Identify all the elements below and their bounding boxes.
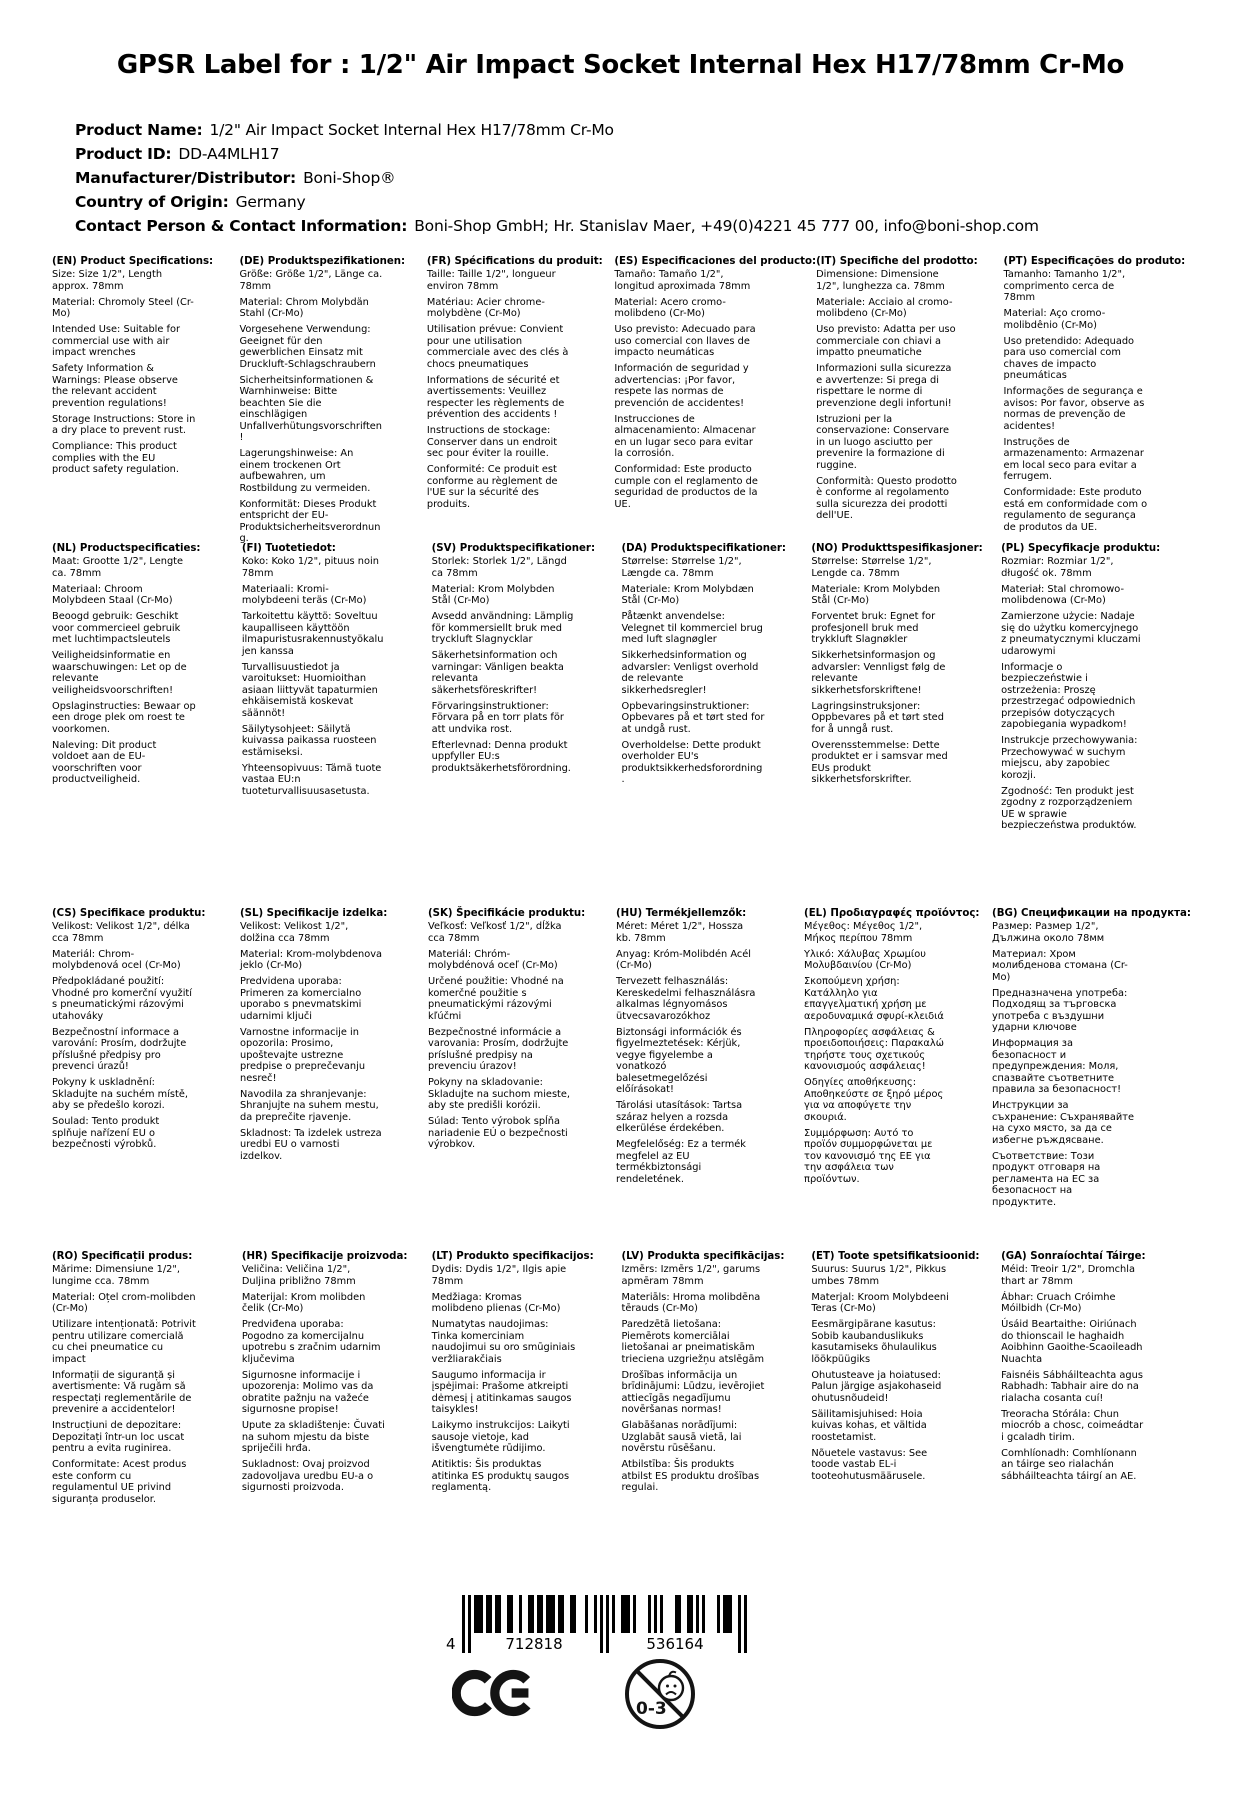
spec-paragraph: Storlek: Storlek 1/2", Längd ca 78mm	[431, 556, 567, 579]
spec-paragraph: Medžiaga: Kromas molibdeno plienas (Cr-Mo)	[431, 1291, 561, 1314]
spec-paragraph: Méid: Treoir 1/2", Dromchla thart ar 78mm	[1001, 1264, 1135, 1287]
spec-paragraph: Overholdelse: Dette produkt overholder EU's produktsikkerhedsforordning.	[621, 739, 763, 785]
spec-paragraph: Materiál: Chrom-molybdenová ocel (Cr-Mo)	[52, 948, 181, 971]
spec-cell-no	[811, 543, 1001, 908]
spec-header: (FI) Tuotetiedot:	[241, 543, 336, 554]
spec-header: (PL) Specyfikacje produktu:	[1001, 543, 1161, 554]
spec-paragraph: Safety Information & Warnings: Please observe the relevant accident prevention regulations!	[52, 363, 178, 409]
spec-paragraph: Størrelse: Størrelse 1/2", Længde ca. 78mm	[621, 556, 742, 579]
spec-paragraph: Sicherheitsinformationen & Warnhinweise: Bitte beachten Sie die einschlägigen Unfallverhütungsvorschriften!	[239, 374, 383, 443]
spec-row	[52, 1251, 1191, 1588]
spec-paragraph: Materiāls: Hroma molibdēna tērauds (Cr-Mo)	[621, 1291, 761, 1314]
spec-paragraph: Compliance: This product complies with the EU product safety regulation.	[52, 441, 180, 475]
spec-paragraph: Material: Chromoly Steel (Cr-Mo)	[52, 296, 194, 319]
spec-paragraph: Informații de siguranță și avertismente: Vă rugăm să respectați reglementările de prevenire a accidentelor!	[52, 1369, 192, 1415]
spec-paragraph: Οδηγίες αποθήκευσης: Αποθηκεύστε σε ξηρό μέρος για να αποφύγετε την σκουριά.	[804, 1077, 944, 1123]
spec-paragraph: Tervezett felhasználás: Kereskedelmi felhasználásra alkalmas légnyomásos ütvecsavarozókhoz	[616, 976, 756, 1022]
spec-paragraph: Instructions de stockage: Conserver dans un endroit sec pour éviter la rouille.	[426, 425, 558, 459]
barcode-first-digit: 4	[446, 1635, 456, 1653]
spec-header: (EN) Product Specifications:	[52, 256, 214, 267]
spec-cell-de	[239, 256, 426, 549]
spec-paragraph: Treoracha Stórála: Chun miocrób a chosc, coimeádtar i gcaladh tirim.	[1001, 1408, 1144, 1443]
spec-paragraph: Atbilstība: Šis produkts atbilst ES produktu drošības regulai.	[621, 1459, 760, 1493]
spec-paragraph: Pokyny na skladovanie: Skladujte na suchom mieste, aby ste predišli korózii.	[428, 1077, 571, 1111]
spec-paragraph: Súlad: Tento výrobok spĺňa nariadenie EÚ o bezpečnosti výrobkov.	[428, 1116, 568, 1150]
spec-paragraph: Instrucțiuni de depozitare: Depozitați într-un loc uscat pentru a evita ruginirea.	[52, 1420, 185, 1454]
manufacturer-label: Manufacturer/Distributor:	[75, 169, 297, 187]
spec-cell-fr	[427, 256, 614, 549]
spec-grid	[52, 256, 1191, 1588]
product-info-row	[75, 142, 1241, 166]
spec-paragraph: Μέγεθος: Μέγεθος 1/2", Μήκος περίπου 78mm	[804, 921, 923, 944]
spec-cell-sv	[432, 543, 622, 908]
spec-cell-ro	[52, 1251, 242, 1588]
barcode-right-digits: 536164	[646, 1635, 704, 1653]
spec-paragraph: Mărime: Dimensiune 1/2", lungime cca. 78mm	[52, 1264, 181, 1287]
spec-paragraph: Materiale: Acciaio al cromo-molibdeno (Cr-Mo)	[816, 296, 953, 319]
spec-paragraph: Conformidad: Este producto cumple con el reglamento de seguridad de productos de la UE.	[614, 464, 758, 510]
baby-eye-right	[674, 1685, 677, 1688]
spec-cell-bg	[992, 908, 1191, 1251]
spec-cell-nl	[52, 543, 242, 908]
spec-paragraph: Συμμόρφωση: Αυτό το προϊόν συμμορφώνεται με τον κανονισμό της ΕΕ για την ασφάλεια των προϊόντων.	[804, 1127, 933, 1185]
spec-paragraph: Předpokládané použití: Vhodné pro komerční využití s pneumatickými rázovými utahováky	[52, 976, 192, 1022]
spec-paragraph: Biztonsági információk és figyelmeztetések: Kérjük, vegye figyelembe a vonatkozó balesetmegelőzési előírásokat!	[616, 1026, 742, 1095]
spec-paragraph: Pokyny k uskladnění: Skladujte na suchém místě, aby se předešlo korozi.	[52, 1077, 189, 1111]
spec-cell-pl	[1001, 543, 1191, 908]
spec-paragraph: Conformità: Questo prodotto è conforme al regolamento sulla sicurezza dei prodotti dell'UE.	[816, 475, 957, 521]
spec-paragraph: Vorgesehene Verwendung: Geeignet für den gewerblichen Einsatz mit Druckluft-Schlagschraubern	[239, 324, 376, 370]
spec-paragraph: Størrelse: Størrelse 1/2", Lengde ca. 78mm	[811, 556, 932, 579]
spec-paragraph: Maat: Grootte 1/2", Lengte ca. 78mm	[52, 556, 184, 579]
spec-paragraph: Säilitamisjuhised: Hoia kuivas kohas, et vältida roostetamist.	[811, 1408, 927, 1443]
spec-paragraph: Lagringsinstruksjoner: Oppbevares på et tørt sted for å unngå rust.	[811, 700, 944, 735]
product-info-row	[75, 190, 1241, 214]
spec-paragraph: Nõuetele vastavus: See toode vastab EL-i tooteohutusmäärusele.	[811, 1447, 928, 1482]
spec-header: (HU) Termékjellemzők:	[616, 908, 747, 919]
spec-paragraph: Izmērs: Izmērs 1/2", garums apmēram 78mm	[621, 1264, 761, 1287]
spec-paragraph: Säilytysohjeet: Säilytä kuivassa paikassa ruosteen estämiseksi.	[241, 723, 377, 758]
spec-paragraph: Informações de segurança e avisos: Por favor, observe as normas de prevenção de acidentes!	[1003, 386, 1145, 432]
spec-header: (SL) Specifikacije izdelka:	[240, 908, 388, 919]
spec-paragraph: Conformitate: Acest produs este conform cu regulamentul UE privind siguranța produselor.	[52, 1459, 187, 1505]
spec-header: (HR) Specifikacije proizvoda:	[241, 1251, 408, 1262]
label-footer	[0, 1588, 1241, 1752]
spec-paragraph: Faisnéis Sábháilteachta agus Rabhadh: Tabhair aire do na rialacha cosanta cuí!	[1001, 1369, 1143, 1404]
spec-paragraph: Turvallisuustiedot ja varoitukset: Huomioithan asiaan liittyvät tapaturmien ehkäisemistä koskevat säännöt!	[241, 661, 378, 719]
spec-paragraph: Bezpečnostní informace a varování: Prosím, dodržujte příslušné předpisy pro prevenci úrazů!	[52, 1026, 187, 1072]
spec-paragraph: Размер: Размер 1/2", Дължина около 78мм	[992, 921, 1105, 944]
spec-cell-da	[621, 543, 811, 908]
spec-paragraph: Rozmiar: Rozmiar 1/2", długość ok. 78mm	[1001, 556, 1114, 579]
spec-paragraph: Utilizare intenționată: Potrivit pentru utilizare comercială cu chei pneumatice cu impact	[52, 1319, 196, 1365]
spec-paragraph: Conformité: Ce produit est conforme au règlement de l'UE sur la sécurité des produits.	[426, 464, 558, 510]
spec-paragraph: Varnostne informacije in opozorila: Prosimo, upoštevajte ustrezne predpise o preprečevanju nesreč!	[240, 1026, 366, 1084]
spec-paragraph: Materiale: Krom Molybden Stål (Cr-Mo)	[811, 583, 941, 606]
product-id-value: DD-A4MLH17	[178, 145, 280, 163]
spec-cell-sl	[240, 908, 428, 1251]
age-warning-icon	[624, 1658, 696, 1730]
spec-paragraph: Tamaño: Tamaño 1/2", longitud aproximada 78mm	[614, 269, 751, 292]
spec-header: (SV) Produktspecifikationer:	[431, 543, 596, 554]
country-of-origin-label: Country of Origin:	[75, 193, 229, 211]
spec-paragraph: Informazioni sulla sicurezza e avvertenze: Si prega di rispettare le norme di prevenzione degli infortuni!	[816, 363, 952, 409]
spec-paragraph: Dimensione: Dimensione 1/2", lunghezza ca. 78mm	[816, 269, 945, 292]
spec-paragraph: Uso previsto: Adecuado para uso comercial con llaves de impacto neumáticas	[614, 324, 756, 358]
spec-cell-cs	[52, 908, 240, 1251]
spec-paragraph: Uso pretendido: Adequado para uso comercial com chaves de impacto pneumáticas	[1003, 335, 1135, 381]
spec-paragraph: Konformität: Dieses Produkt entspricht der EU-Produktsicherheitsverordnung.	[239, 498, 381, 544]
spec-paragraph: Veiligheidsinformatie en waarschuwingen: Let op de relevante veiligheidsvoorschriften!	[52, 650, 187, 696]
spec-paragraph: Informations de sécurité et avertissements: Veuillez respecter les règlements de prévention des accidents !	[426, 374, 565, 420]
spec-paragraph: Lagerungshinweise: An einem trockenen Ort aufbewahren, um Rostbildung zu vermeiden.	[239, 448, 371, 494]
spec-paragraph: Koko: Koko 1/2", pituus noin 78mm	[241, 556, 379, 579]
spec-cell-it	[816, 256, 1003, 549]
spec-paragraph: Určené použitie: Vhodné na komerčné použitie s pneumatickými rázovými kľúčmi	[428, 976, 564, 1022]
baby-face-icon	[659, 1676, 683, 1700]
spec-paragraph: Velikost: Velikost 1/2", dolžina cca 78mm	[240, 921, 349, 944]
spec-paragraph: Skladnost: Ta izdelek ustreza uredbi EU o varnosti izdelkov.	[240, 1127, 382, 1162]
page-title: GPSR Label for : 1/2" Air Impact Socket Internal Hex H17/78mm Cr-Mo	[116, 50, 1125, 80]
spec-paragraph: Avsedd användning: Lämplig för kommersiellt bruk med tryckluft Slagnycklar	[431, 611, 574, 645]
spec-cell-et	[811, 1251, 1001, 1588]
spec-paragraph: Drošības informācija un brīdinājumi: Lūdzu, ievērojiet attiecīgās negadījumu novēršanas normas!	[621, 1369, 765, 1415]
spec-paragraph: Dydis: Dydis 1/2", Ilgis apie 78mm	[431, 1264, 567, 1287]
spec-paragraph: Saugumo informacija ir įspėjimai: Prašome atkreipti dėmesį į atitinkamas saugos taisykles!	[431, 1369, 572, 1415]
product-id-label: Product ID:	[75, 145, 172, 163]
spec-paragraph: Materiale: Krom Molybdæn Stål (Cr-Mo)	[621, 583, 754, 606]
spec-header: (BG) Спецификации на продукта:	[992, 908, 1191, 919]
spec-cell-el	[804, 908, 992, 1251]
spec-paragraph: Υλικό: Χάλυβας Χρωμίου Μολυβδαινίου (Cr-Mo)	[804, 948, 926, 971]
spec-paragraph: Storage Instructions: Store in a dry place to prevent rust.	[52, 413, 196, 436]
manufacturer-value: Boni-Shop®	[303, 169, 396, 187]
spec-header: (GA) Sonraíochtaí Táirge:	[1001, 1251, 1146, 1262]
spec-paragraph: Instruções de armazenamento: Armazenar em local seco para evitar a ferrugem.	[1003, 436, 1144, 482]
spec-paragraph: Istruzioni per la conservazione: Conservare in un luogo asciutto per prevenire la formazione di ruggine.	[816, 413, 949, 471]
spec-paragraph: Förvaringsinstruktioner: Förvara på en torr plats för att undvika rost.	[431, 700, 564, 735]
spec-paragraph: Zgodność: Ten produkt jest zgodny z rozporządzeniem UE w sprawie bezpieczeństwa produktów.	[1001, 785, 1137, 831]
contact-value: Boni-Shop GmbH; Hr. Stanislav Maer, +49(0)4221 45 777 00, info@boni-shop.com	[414, 217, 1039, 235]
ce-mark-icon	[452, 1666, 536, 1720]
barcode-bar	[744, 1595, 747, 1653]
spec-cell-lt	[432, 1251, 622, 1588]
spec-row	[52, 543, 1191, 908]
spec-row	[52, 256, 1191, 543]
spec-paragraph: Forventet bruk: Egnet for profesjonell bruk med trykkluft Slagnøkler	[811, 611, 936, 645]
spec-paragraph: Opbevaringsinstruktioner: Opbevares på et tørt sted for at undgå rust.	[621, 700, 765, 735]
spec-header: (DE) Produktspezifikationen:	[239, 256, 406, 267]
spec-paragraph: Overensstemmelse: Dette produktet er i samsvar med EUs produkt sikkerhetsforskrifter.	[811, 739, 948, 785]
spec-paragraph: Material: Oțel crom-molibden (Cr-Mo)	[52, 1291, 196, 1314]
spec-paragraph: Sikkerhedsinformation og advarsler: Venligst overhold de relevante sikkerhedsregler!	[621, 650, 759, 696]
age-warning-label: 0-3	[636, 1699, 667, 1719]
spec-cell-sk	[428, 908, 616, 1251]
spec-cell-pt	[1004, 256, 1191, 549]
spec-paragraph: Suurus: Suurus 1/2", Pikkus umbes 78mm	[811, 1264, 947, 1287]
spec-paragraph: Instrukcje przechowywania: Przechowywać w suchym miejscu, aby zapobiec korozji.	[1001, 735, 1138, 781]
spec-paragraph: Predvidena uporaba: Primeren za komercialno uporabo s pnevmatskimi udarnimi ključi	[240, 976, 362, 1022]
contact-label: Contact Person & Contact Information:	[75, 217, 408, 235]
spec-paragraph: Tarkoitettu käyttö: Soveltuu kaupalliseen käyttöön ilmapuristusrakennustyökalujen kanssa	[241, 611, 384, 657]
spec-paragraph: Méret: Méret 1/2", Hossza kb. 78mm	[616, 921, 744, 944]
spec-paragraph: Σκοπούμενη χρήση: Κατάλληλο για επαγγελματική χρήση με αεροδυναμικά σφυρί-κλειδιά	[804, 976, 944, 1022]
spec-paragraph: Ábhar: Cruach Cróimhe Móilbidh (Cr-Mo)	[1001, 1291, 1116, 1314]
spec-paragraph: Materiál: Chróm-molybdénová oceľ (Cr-Mo)	[428, 948, 558, 971]
spec-paragraph: Информация за безопасност и предупреждения: Моля, спазвайте съответните правила за безопасност!	[992, 1038, 1122, 1095]
spec-header: (RO) Specificații produs:	[52, 1251, 193, 1262]
spec-header: (EL) Προδιαγραφές προϊόντος:	[804, 908, 980, 919]
spec-paragraph: Matériau: Acier chrome-molybdène (Cr-Mo)	[426, 296, 545, 319]
spec-paragraph: Informacje o bezpieczeństwie i ostrzeżenia: Proszę przestrzegać odpowiednich przepisów dotyczących zapobiegania wypadkom!	[1001, 661, 1136, 730]
spec-cell-hr	[242, 1251, 432, 1588]
spec-header: (CS) Specifikace produktu:	[52, 908, 206, 919]
spec-paragraph: Taille: Taille 1/2", longueur environ 78mm	[426, 269, 556, 292]
spec-header: (LT) Produkto specifikacijos:	[431, 1251, 594, 1262]
spec-header: (DA) Produktspecifikationer:	[621, 543, 786, 554]
spec-paragraph: Größe: Größe 1/2", Länge ca. 78mm	[239, 269, 383, 292]
spec-header: (FR) Spécifications du produit:	[426, 256, 603, 267]
spec-paragraph: Instrucciones de almacenamiento: Almacenar en un lugar seco para evitar la corrosión.	[614, 413, 756, 459]
spec-header: (ET) Toote spetsifikatsioonid:	[811, 1251, 980, 1262]
spec-paragraph: Предназначена употреба: Подходящ за търговска употреба с въздушни ударни ключове	[992, 987, 1128, 1033]
spec-cell-lv	[621, 1251, 811, 1588]
spec-cell-hu	[616, 908, 804, 1251]
spec-paragraph: Material: Krom-molybdenova jeklo (Cr-Mo)	[240, 948, 383, 971]
spec-paragraph: Materiał: Stal chromowo-molibdenowa (Cr-Mo)	[1001, 583, 1124, 606]
spec-paragraph: Sukladnost: Ovaj proizvod zadovoljava uredbu EU-a o sigurnosti proizvoda.	[241, 1459, 374, 1493]
spec-paragraph: Sikkerhetsinformasjon og advarsler: Vennligst følg de relevante sikkerhetsforskriftene!	[811, 650, 946, 696]
spec-header: (ES) Especificaciones del producto:	[614, 256, 817, 267]
spec-paragraph: Conformidade: Este produto está em conformidade com o regulamento de segurança de produtos da UE.	[1003, 487, 1148, 533]
spec-paragraph: Úsáid Beartaithe: Oiriúnach do thionscail le haghaidh Aoibhinn Gaoithe-Scaoileadh Nuachta	[1001, 1319, 1143, 1365]
spec-paragraph: Size: Size 1/2", Length approx. 78mm	[52, 269, 163, 292]
spec-cell-en	[52, 256, 239, 549]
spec-paragraph: Atitiktis: Šis produktas atitinka ES produktų saugos reglamentą.	[431, 1459, 570, 1493]
spec-header: (PT) Especificações do produto:	[1003, 256, 1186, 267]
spec-paragraph: Soulad: Tento produkt splňuje nařízení EU o bezpečnosti výrobků.	[52, 1116, 160, 1150]
spec-paragraph: Beoogd gebruik: Geschikt voor commercieel gebruik met luchtimpactsleutels	[52, 611, 181, 645]
spec-cell-fi	[242, 543, 432, 908]
spec-paragraph: Veličina: Veličina 1/2", Duljina približno 78mm	[241, 1264, 356, 1287]
spec-paragraph: Utilisation prévue: Convient pour une utilisation commerciale avec des clés à chocs pneumatiques	[426, 324, 569, 370]
spec-paragraph: Material: Chrom Molybdän Stahl (Cr-Mo)	[239, 296, 369, 319]
spec-header: (NL) Productspecificaties:	[52, 543, 201, 554]
spec-paragraph: Paredzētā lietošana: Piemērots komerciālai lietošanai ar pneimatiskām trieciena uzgriežņu atslēgām	[621, 1319, 765, 1365]
spec-paragraph: Yhteensopivuus: Tämä tuote vastaa EU:n tuoteturvallisuusasetusta.	[241, 762, 382, 797]
ean13-barcode	[446, 1595, 747, 1655]
spec-paragraph: Материал: Хром молибденова стомана (Cr-Mo)	[992, 948, 1128, 983]
product-info-row	[75, 166, 1241, 190]
spec-paragraph: Megfelelőség: Ez a termék megfelel az EU termékbiztonsági rendeletének.	[616, 1139, 746, 1185]
spec-paragraph: Material: Aço cromo-molibdênio (Cr-Mo)	[1003, 308, 1106, 331]
spec-paragraph: Eesmärgipärane kasutus: Sobib kaubanduslikuks kasutamiseks õhulaulikus löökpüügiks	[811, 1319, 937, 1365]
spec-cell-ga	[1001, 1251, 1191, 1588]
spec-paragraph: Påtænkt anvendelse: Velegnet til kommerciel brug med luft slagnøgler	[621, 611, 763, 645]
spec-paragraph: Materjal: Kroom Molybdeeni Teras (Cr-Mo)	[811, 1291, 949, 1314]
spec-paragraph: Uso previsto: Adatta per uso commerciale con chiavi a impatto pneumatiche	[816, 324, 956, 358]
spec-header: (SK) Špecifikácie produktu:	[428, 908, 586, 919]
product-name-label: Product Name:	[75, 121, 203, 139]
spec-header: (IT) Specifiche del prodotto:	[816, 256, 978, 267]
spec-paragraph: Información de seguridad y advertencias: ¡Por favor, respete las normas de prevención de accidentes!	[614, 363, 749, 409]
spec-paragraph: Materiaal: Chroom Molybdeen Staal (Cr-Mo)	[52, 583, 173, 606]
spec-paragraph: Tamanho: Tamanho 1/2", comprimento cerca de 78mm	[1003, 269, 1126, 303]
spec-header: (LV) Produkta specifikācijas:	[621, 1251, 785, 1262]
baby-eye-left	[666, 1685, 669, 1688]
spec-row	[52, 908, 1191, 1251]
spec-paragraph: Zamierzone użycie: Nadaje się do użytku komercyjnego z pneumatycznymi kluczami udarowymi	[1001, 611, 1141, 657]
spec-paragraph: Efterlevnad: Denna produkt uppfyller EU:s produktsäkerhetsförordning.	[431, 739, 571, 774]
spec-paragraph: Säkerhetsinformation och varningar: Vänligen beakta relevanta säkerhetsföreskrifter!	[431, 650, 564, 696]
product-info-row	[75, 214, 1241, 238]
country-of-origin-value: Germany	[235, 193, 306, 211]
gpsr-label-page	[0, 50, 1241, 1752]
spec-paragraph: Инструкции за съхранение: Съхранявайте на сухо място, за да се избегне ръждясване.	[992, 1100, 1134, 1146]
barcode-left-digits: 712818	[505, 1635, 563, 1653]
spec-paragraph: Sigurnosne informacije i upozorenja: Molimo vas da obratite pažnju na važeće sigurnosne propise!	[241, 1369, 374, 1415]
spec-paragraph: Naleving: Dit product voldoet aan de EU-voorschriften voor productveiligheid.	[52, 739, 157, 785]
spec-paragraph: Navodila za shranjevanje: Shranjujte na suhem mestu, da preprečite rjavenje.	[240, 1088, 379, 1123]
spec-paragraph: Laikymo instrukcijos: Laikyti sausoje vietoje, kad išvengtumėte rūdijimo.	[431, 1420, 570, 1454]
product-name-value: 1/2" Air Impact Socket Internal Hex H17/78mm Cr-Mo	[209, 121, 614, 139]
spec-paragraph: Tárolási utasítások: Tartsa száraz helyen a rozsda elkerülése érdekében.	[616, 1100, 743, 1134]
spec-paragraph: Materiaali: Kromi-molybdeeni teräs (Cr-Mo)	[241, 583, 367, 606]
spec-paragraph: Opslaginstructies: Bewaar op een droge plek om roest te voorkomen.	[52, 700, 196, 735]
spec-paragraph: Upute za skladištenje: Čuvati na suhom mjestu da biste spriječili hrđa.	[241, 1420, 385, 1454]
spec-paragraph: Velikost: Velikost 1/2", délka cca 78mm	[52, 921, 190, 944]
spec-paragraph: Съответствие: Този продукт отговаря на регламента на ЕС за безопасност на продуктите.	[992, 1150, 1101, 1208]
spec-paragraph: Material: Acero cromo-molibdeno (Cr-Mo)	[614, 296, 726, 319]
spec-paragraph: Comhlíonadh: Comhlíonann an táirge seo rialachán sábháilteachta táirgí an AE.	[1001, 1447, 1137, 1482]
product-info	[75, 118, 1241, 238]
spec-paragraph: Bezpečnostné informácie a varovania: Prosím, dodržujte príslušné predpisy na prevenciu úrazov!	[428, 1026, 569, 1072]
product-info-row	[75, 118, 1241, 142]
spec-paragraph: Predviđena uporaba: Pogodno za komercijalnu upotrebu s zračnim udarnim ključevima	[241, 1319, 381, 1365]
spec-paragraph: Πληροφορίες ασφάλειας & προειδοποιήσεις: Παρακαλώ τηρήστε τους σχετικούς κανονισμούς ασφάλειας!	[804, 1026, 944, 1072]
spec-paragraph: Material: Krom Molybden Stål (Cr-Mo)	[431, 583, 555, 606]
spec-paragraph: Veľkosť: Veľkosť 1/2", dĺžka cca 78mm	[428, 921, 562, 944]
spec-paragraph: Numatytas naudojimas: Tinka komerciniam naudojimui su oro smūginiais veržliarakčiais	[431, 1319, 576, 1365]
spec-header: (NO) Produkttspesifikasjoner:	[811, 543, 983, 554]
spec-paragraph: Anyag: Króm-Molibdén Acél (Cr-Mo)	[616, 948, 752, 971]
spec-paragraph: Materijal: Krom molibden čelik (Cr-Mo)	[241, 1291, 366, 1314]
spec-paragraph: Ohutusteave ja hoiatused: Palun järgige asjakohaseid ohutusnõudeid!	[811, 1369, 942, 1404]
spec-paragraph: Intended Use: Suitable for commercial use with air impact wrenches	[52, 324, 181, 358]
spec-cell-es	[614, 256, 816, 549]
spec-paragraph: Glabāšanas norādījumi: Uzglabāt sausā vietā, lai novērstu rūsēšanu.	[621, 1420, 742, 1454]
